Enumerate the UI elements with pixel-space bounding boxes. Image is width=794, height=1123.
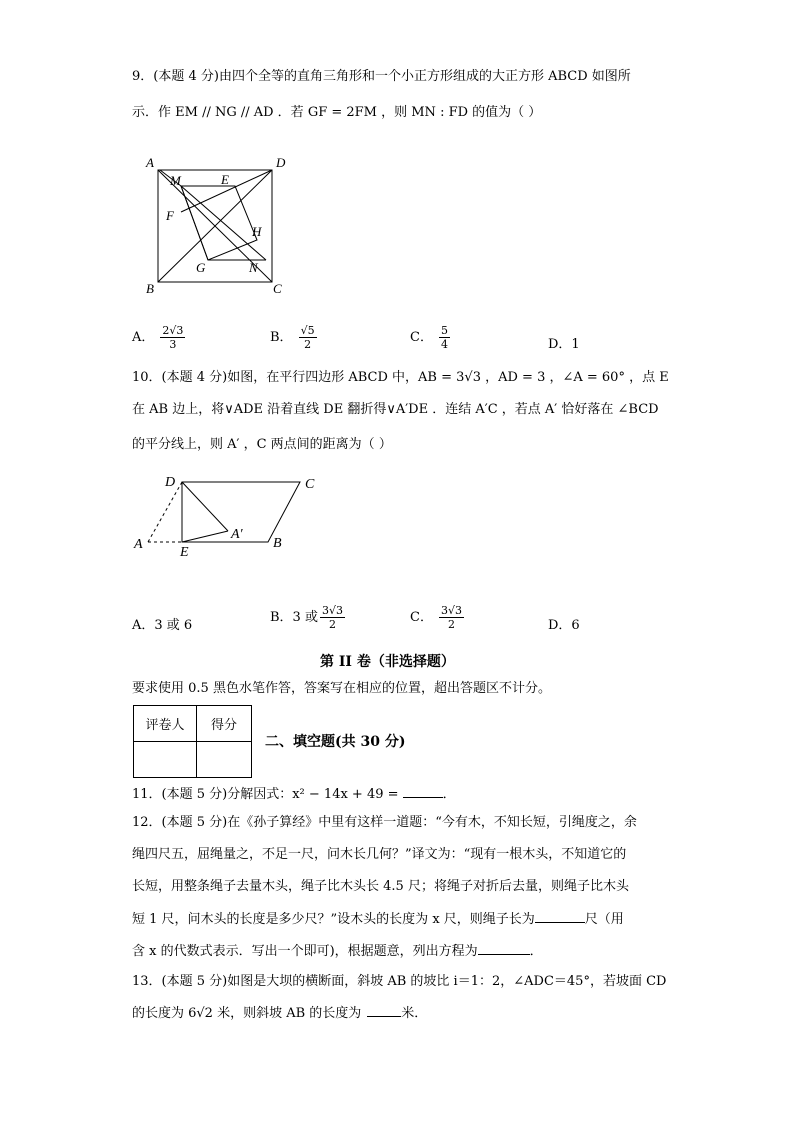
q10-choice-a[interactable]: A．3 或 6 [132,618,193,633]
q12-line1: 12．(本题 5 分)在《孙子算经》中里有这样一道题：“今有木，不知长短，引绳度之，余 [132,815,637,830]
q9-choice-b[interactable]: B． $\frac{√5}{2}$ [270,324,315,351]
q10-segment-e-ap [182,531,228,542]
q9-inner-square [181,186,257,260]
q13-line2: 的长度为 6√2 米，则斜坡 AB 的长度为 米． [132,1006,428,1021]
q13-answer-blank[interactable] [367,1004,401,1017]
q10-choice-b[interactable]: B．3 或 $\frac{3√3}{2}$ [270,604,343,631]
q10-label-d: D [165,475,176,490]
q12-rope-blank[interactable] [535,910,585,923]
part2-instruction: 要求使用 0.5 黑色水笔作答，答案写在相应的位置，超出答题区不计分。 [132,681,551,696]
q10-label-e: E [180,545,189,560]
q10-parallelogram [182,482,300,542]
score-header: 得分 [197,706,252,742]
q10-choice-c[interactable]: C． $\frac{3√3}{2}$ [410,604,462,631]
q9-label-e: E [221,172,229,187]
q9-choice-d[interactable]: D．1 [548,337,580,352]
q9-line1: 9．(本题 4 分)由四个全等的直角三角形和一个小正方形组成的大正方形 ABCD 如图所 [132,69,631,84]
q10-line2: 在 AB 边上，将∨ADE 沿着直线 DE 翻折得∨A′DE ．连结 A′C ，若点 A′ 恰好落在 ∠BCD [132,402,659,417]
q9-segment-n-m [181,186,266,260]
q9-segment-d-b [158,170,272,282]
q11-line: 11．(本题 5 分)分解因式：x² − 14x + 49 = ． [132,787,456,802]
q10-line1: 10．(本题 4 分)如图，在平行四边形 ABCD 中，AB = 3√3 ，AD = 3 ，∠A = 60° ，点 E [132,370,669,385]
q9-choice-c[interactable]: C． $\frac{5}{4}$ [410,324,448,351]
q11-answer-blank[interactable] [403,785,443,798]
q12-line3: 长短，用整条绳子去量木头，绳子比木头长 4.5 尺；将绳子对折后去量，则绳子比木头 [132,879,629,894]
q9-segment-m-g [181,186,208,260]
q9-label-b: B [146,281,154,296]
q9-label-m: M [170,173,181,188]
q10-label-b: B [273,536,282,551]
score-cell[interactable] [197,742,252,778]
grader-cell[interactable] [134,742,197,778]
section-title: 二、填空题(共 30 分) [265,734,406,750]
q9-label-n: N [249,260,258,275]
q9-outer-square [158,170,272,282]
q10-dashed-a-d [148,482,182,542]
q9-label-c: C [273,281,282,296]
q9-segment-f-d [181,170,272,212]
q10-segment-d-ap [182,482,228,531]
q9-diagonal-ac [158,170,272,282]
q9-choice-a[interactable]: A． $\frac{2√3}{3}$ [132,324,184,351]
grading-table [133,705,252,778]
q12-line4: 短 1 尺，问木头的长度是多少尺？”设木头的长度为 x 尺，则绳子长为 尺（用 [132,912,624,927]
q9-label-a: A [146,155,154,170]
q12-equation-blank[interactable] [478,942,530,955]
q9-label-h: H [252,224,262,239]
grader-header: 评卷人 [134,706,197,742]
q9-segment-a-m [160,170,181,186]
q9-line2: 示．作 EM // NG // AD ．若 GF = 2FM ，则 MN : FD 的值为（ ） [132,105,542,120]
q10-label-ap: A′ [231,527,243,542]
q9-label-g: G [196,260,206,275]
q10-line3: 的平分线上，则 A′ ，C 两点间的距离为（ ） [132,437,392,452]
part2-title: 第 II 卷（非选择题） [320,654,455,670]
q13-line1: 13．(本题 5 分)如图是大坝的横断面，斜坡 AB 的坡比 i＝1：2，∠ADC＝45°，若坡面 CD [132,974,667,989]
q10-label-c: C [305,477,315,492]
q10-choice-d[interactable]: D．6 [548,618,580,633]
q9-label-f: F [166,208,174,223]
q9-label-d: D [276,155,286,170]
q10-label-a: A [134,537,143,552]
q12-line5: 含 x 的代数式表示．写出一个即可)，根据题意，列出方程为 ． [132,944,543,959]
q12-line2: 绳四尺五，屈绳量之，不足一尺，问木长几何？”译文为：“现有一根木头，不知道它的 [132,847,627,862]
